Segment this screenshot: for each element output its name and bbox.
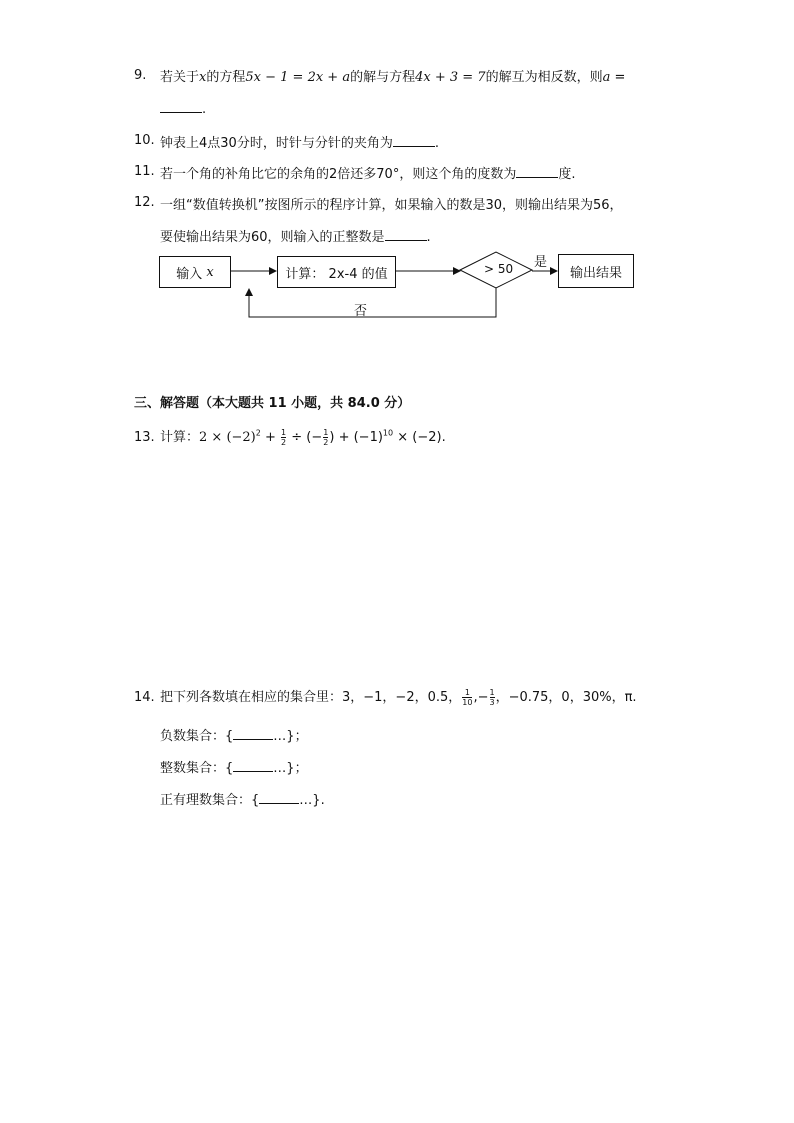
q14-set1-label: 负数集合：{ [160,729,234,744]
flow-input-label: 输入 [176,266,203,282]
q13-f1-num: 1 [281,428,287,437]
q9-var-a: a [602,70,611,85]
q10-tail: . [434,136,439,151]
q14-f2-num: 1 [489,688,495,697]
q13-exp-2: 2 [255,428,261,438]
q13-fraction-2 [323,428,328,447]
flow-input-var: x [206,264,214,280]
flow-input-box [159,256,231,288]
q14-f1-den: 10 [462,698,473,707]
q14-set2-blank[interactable] [233,759,273,772]
q12-number: 12. [134,195,155,210]
q13-part2: ) + (−1) [329,430,383,445]
flow-yes-label: 是 [534,255,548,270]
flow-compute-label: 计算： [285,266,325,282]
q14-set-negative [160,725,308,744]
q13-fraction-1 [281,428,286,447]
arrow-loop-back [249,288,496,317]
q13-exp-10: 10 [382,428,394,438]
q14-set3-label: 正有理数集合：{ [160,793,260,808]
q14-set1-blank[interactable] [233,727,273,740]
q14-sep: ,− [473,690,489,705]
section-3-heading: 三、解答题（本大题共 11 小题，共 84.0 分） [134,396,411,411]
q10-number: 10. [134,133,155,148]
q10-text: 钟表上4点30分时，时针与分针的夹角为 [160,136,393,151]
q14-set3-blank[interactable] [259,791,299,804]
q14-set1-end: ； [294,729,308,744]
q14-line [160,686,637,707]
q9-text-d: 的解互为相反数，则 [485,70,603,85]
q13-expression [160,426,446,447]
q9-var-x: x [199,70,207,85]
q13-f2-num: 1 [323,428,329,437]
q13-f2-den: 2 [323,438,329,447]
q14-f1-num: 1 [464,688,470,697]
q9-equation-2: 4x + 3 = 7 [415,70,486,85]
q13-plus: + [265,430,276,445]
q13-number: 13. [134,430,155,445]
q14-rest: ，−0.75，0，30%，π. [495,690,637,705]
q12-line1: 一组“数值转换机”按图所示的程序计算，如果输入的数是30，则输出结果为56， [160,198,623,213]
q12-tail: . [426,230,431,245]
q14-fraction-2 [490,688,495,707]
q11-text: 若一个角的补角比它的余角的2倍还多70°，则这个角的度数为 [160,167,517,182]
flowchart-connectors [0,0,794,340]
q14-set3-end: . [320,793,325,808]
q14-text: 把下列各数填在相应的集合里：3，−1，−2，0.5， [160,690,462,705]
flow-condition-label: > 50 [484,262,514,276]
q13-div: ÷ (− [291,430,323,445]
flow-compute-box [277,256,396,288]
flow-compute-expr: 2x-4 的值 [328,266,388,282]
q9-equation-1: 5x − 1 = 2x + a [245,70,351,85]
q14-set2-label: 整数集合：{ [160,761,234,776]
q14-set1-ellipsis: …} [273,729,295,744]
q11-number: 11. [134,164,155,179]
q9-eq-sign: = [614,70,626,85]
q14-set-positive-rational [160,789,325,808]
q9-text-b: 的方程 [206,70,246,85]
q14-set2-ellipsis: …} [273,761,295,776]
q11-tail: 度. [558,167,576,182]
q13-part3: × (−2). [397,430,446,445]
q14-fraction-1 [462,688,472,707]
q14-f2-den: 3 [489,698,495,707]
q14-set-integer [160,757,308,776]
flow-output-box [558,254,634,288]
q12-line2-text: 要使输出结果为60，则输入的正整数是 [160,230,385,245]
flow-no-label: 否 [354,304,368,319]
q14-number: 14. [134,690,155,705]
q9-tail: . [202,102,207,117]
q14-set3-ellipsis: …} [299,793,321,808]
q13-f1-den: 2 [281,438,287,447]
q13-part1: 2 × (−2) [199,430,256,445]
q9-text-c: 的解与方程 [350,70,416,85]
q13-label: 计算： [160,430,200,445]
q9-number: 9. [134,68,147,83]
flow-output-label: 输出结果 [569,265,622,281]
q9-text-a: 若关于 [160,70,200,85]
q14-set2-end: ； [294,761,308,776]
